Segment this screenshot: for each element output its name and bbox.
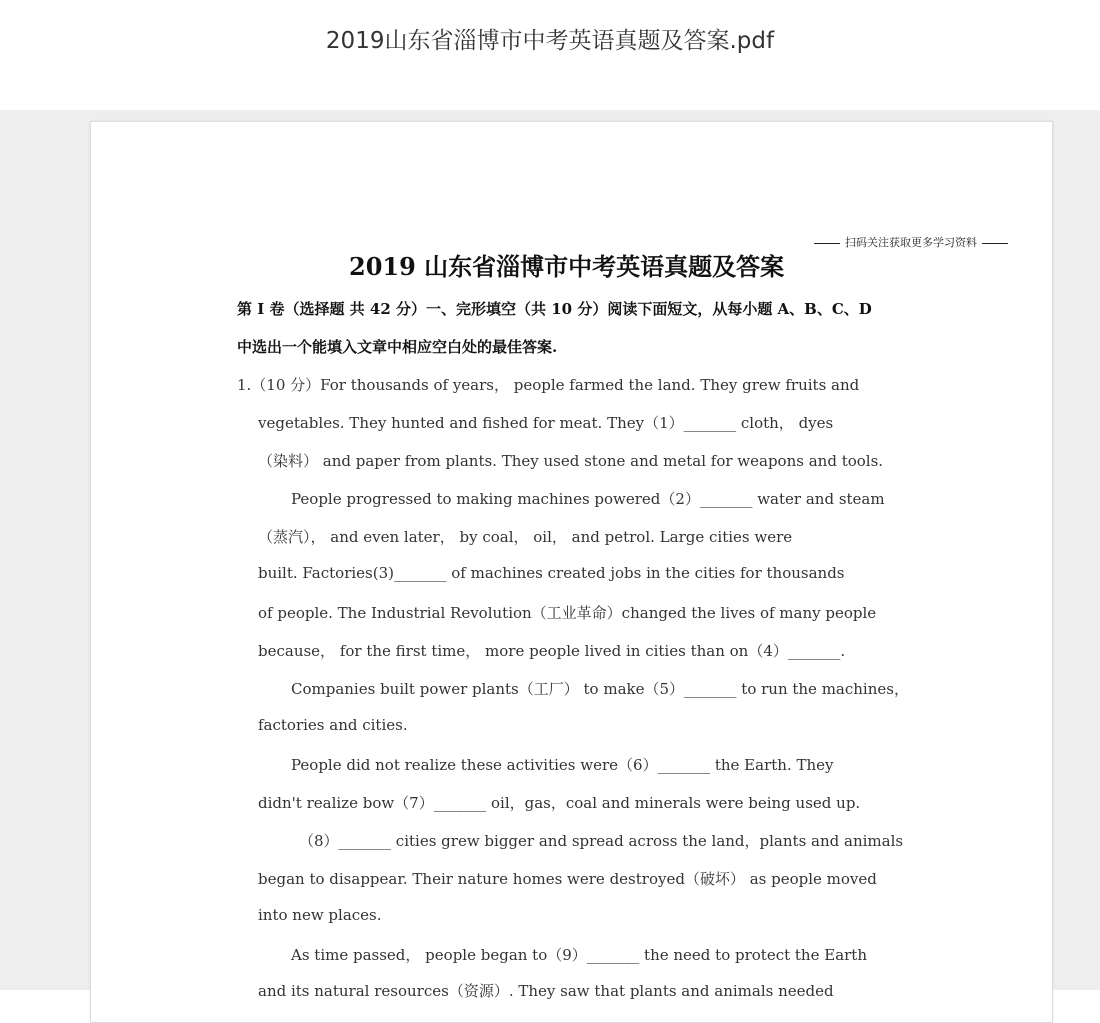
dash-left: [814, 243, 840, 244]
instruction-line: 第 I 卷（选择题 共 42 分）一、完形填空（共 10 分）阅读下面短文，从每小题 A、B、C、D: [237, 300, 872, 318]
passage-line: Companies built power plants（工厂） to make（5）_______ to run the machines，: [291, 680, 909, 698]
passage-line: As time passed， people began to（9）_______ the need to protect the Earth: [291, 946, 867, 964]
passage-line: into new places.: [258, 906, 382, 924]
passage-line: of people. The Industrial Revolution（工业革命）changed the lives of many people: [258, 604, 877, 622]
passage-line: factories and cities.: [258, 716, 408, 734]
passage-line: （8）_______ cities grew bigger and spread across the land，plants and animals: [299, 832, 904, 850]
passage-line: People did not realize these activities were（6）_______ the Earth. They: [291, 756, 834, 774]
file-title: 2019山东省淄博市中考英语真题及答案.pdf: [325, 28, 775, 54]
passage-line: vegetables. They hunted and fished for meat. They（1）_______ cloth， dyes: [258, 414, 834, 432]
qr-note: [809, 234, 1013, 250]
passage-line: 1.（10 分）For thousands of years， people farmed the land. They grew fruits and: [237, 376, 860, 394]
passage-line: and its natural resources（资源）. They saw that plants and animals needed: [258, 982, 834, 1000]
passage-line: didn't realize bow（7）_______ oil，gas，coal and minerals were being used up.: [258, 794, 861, 812]
passage-line: began to disappear. Their nature homes were destroyed（破坏） as people moved: [258, 870, 877, 888]
passage-line: People progressed to making machines powered（2）_______ water and steam: [291, 490, 885, 508]
dash-right: [982, 243, 1008, 244]
pdf-page: [90, 121, 1053, 1023]
passage-line: because， for the first time， more people lived in cities than on（4）_______.: [258, 642, 846, 660]
passage-line: （染料） and paper from plants. They used stone and metal for weapons and tools.: [258, 452, 884, 470]
viewer-header: [0, 0, 1100, 110]
qr-note-text: 扫码关注获取更多学习资料: [845, 236, 977, 249]
passage-line: （蒸汽）， and even later， by coal， oil， and petrol. Large cities were: [258, 528, 793, 546]
passage-line: built. Factories(3)_______ of machines created jobs in the cities for thousands: [258, 564, 845, 582]
document-title: 2019 山东省淄博市中考英语真题及答案: [349, 252, 785, 281]
instruction-line: 中选出一个能填入文章中相应空白处的最佳答案.: [237, 338, 558, 356]
